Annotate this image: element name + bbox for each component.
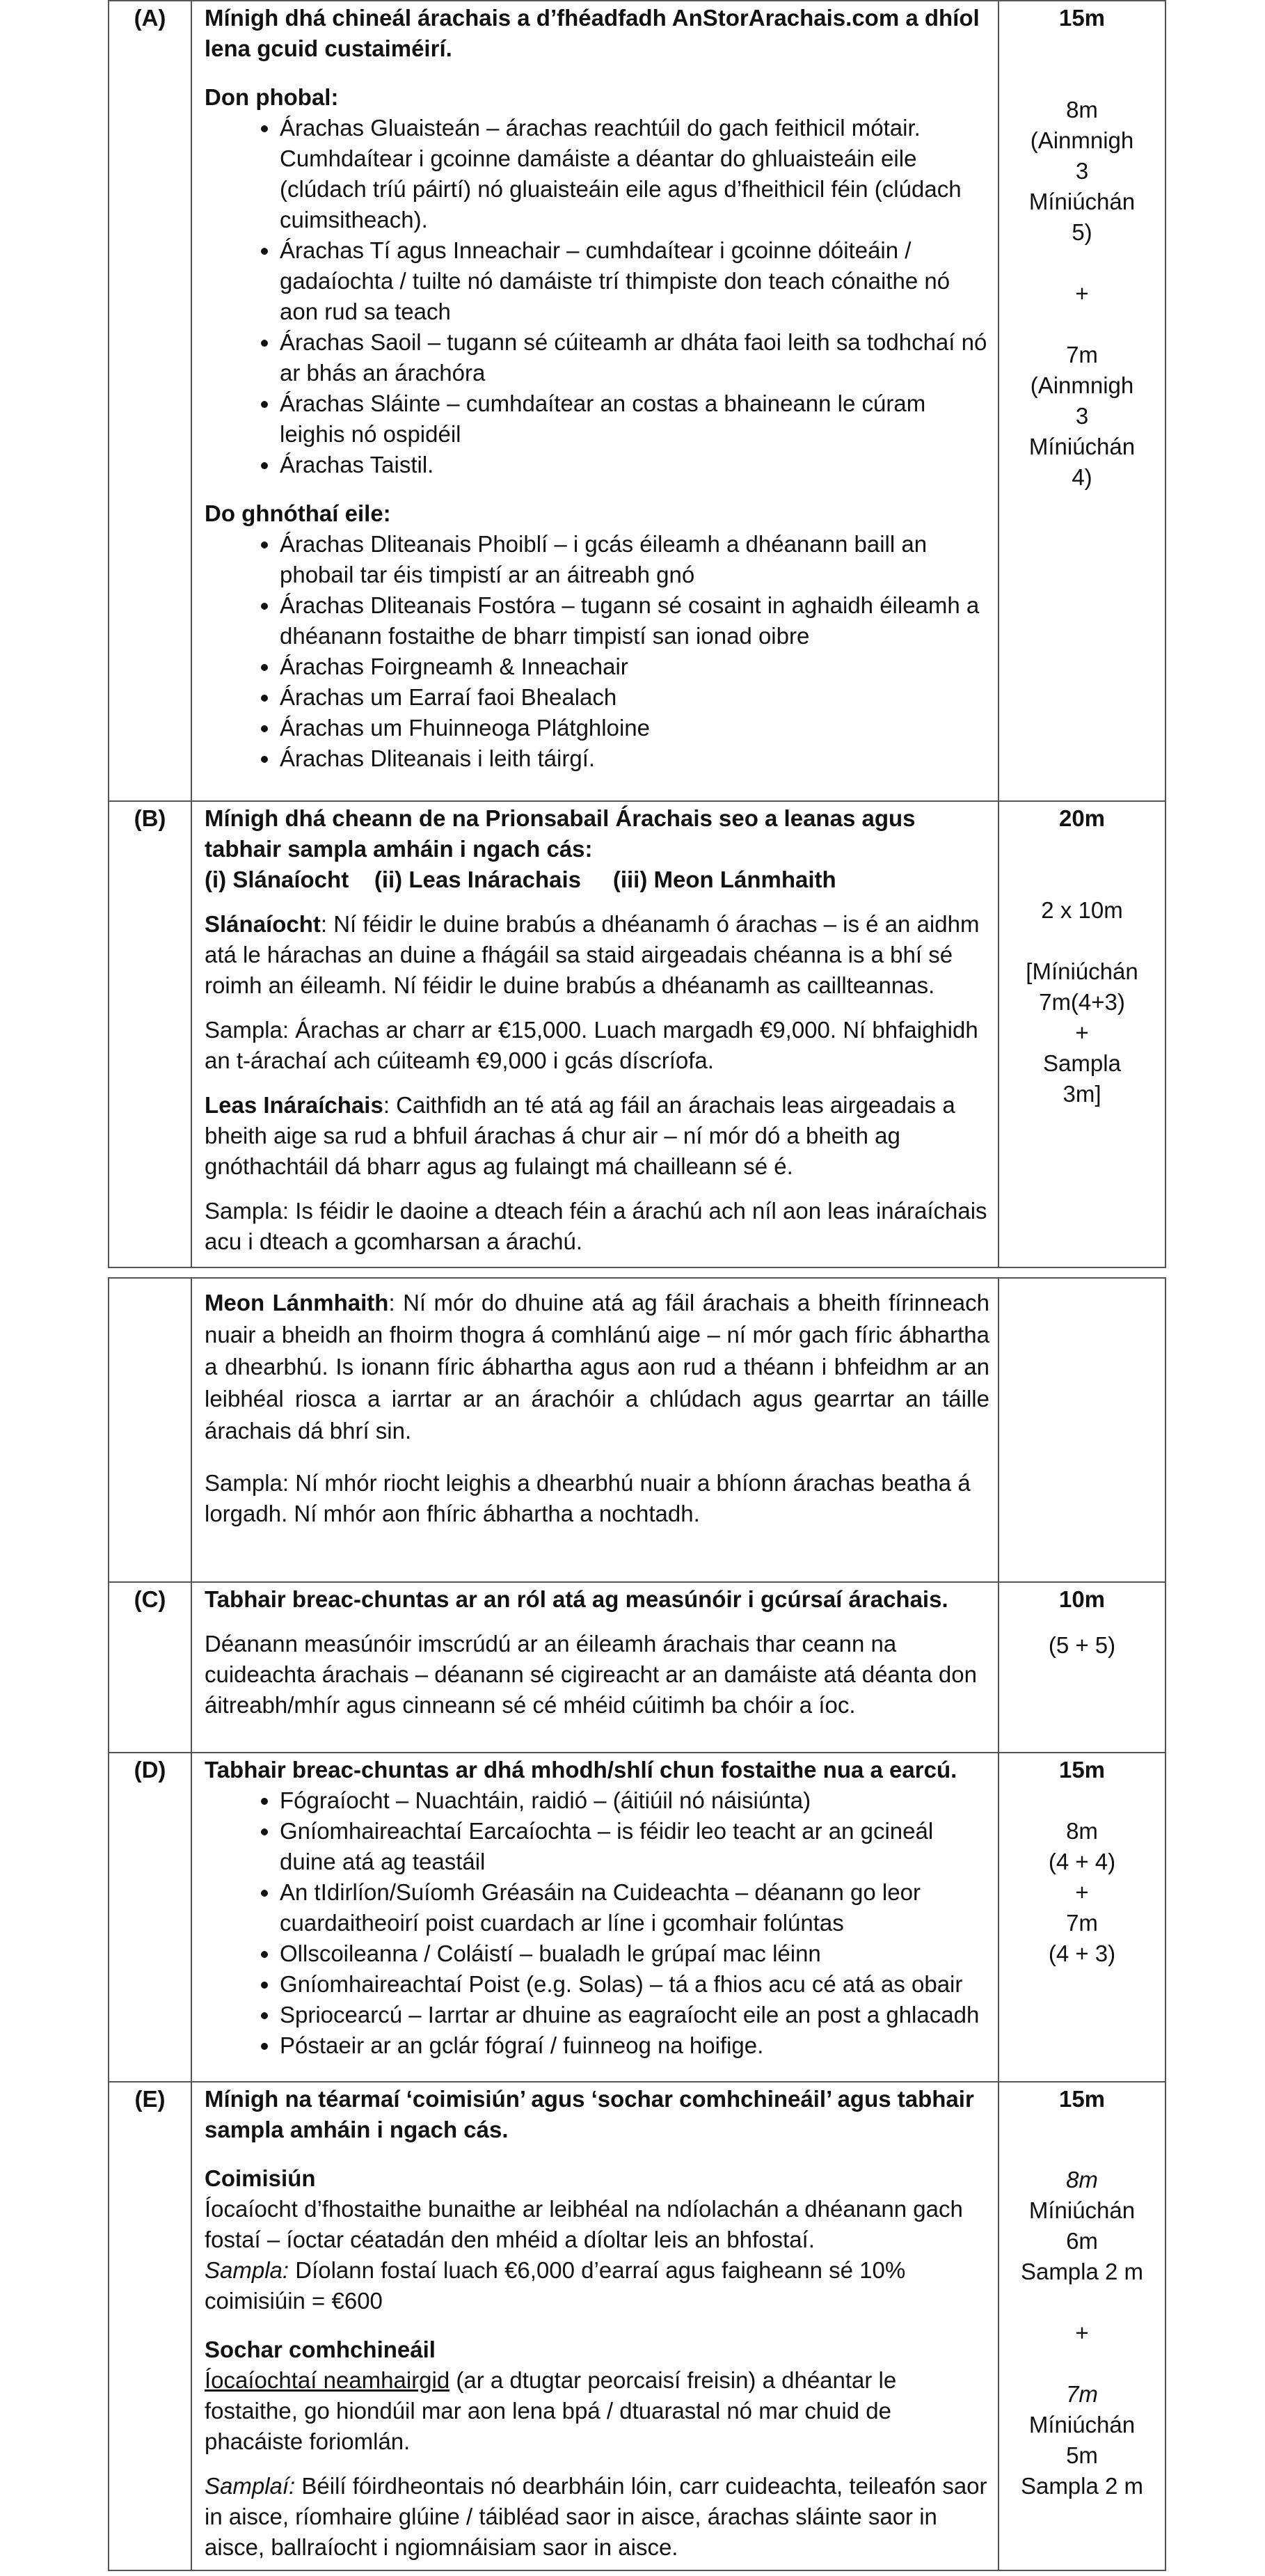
marks-line: [Míniúchán bbox=[1026, 958, 1138, 984]
list-item: • Árachas Dliteanais i leith táirgí. bbox=[280, 743, 989, 774]
row-b bbox=[109, 801, 1165, 1267]
marks-a bbox=[999, 1, 1165, 801]
row-d bbox=[109, 1753, 1165, 2082]
row-c bbox=[109, 1582, 1165, 1753]
principle-3-text: : Ní mór do dhuine atá ag fáil árachais a bheith fírinneach nuair a bheidh an fhoirm thogra á comhlánú aige – ní mór gach fíric ábhartha a dhearbhú. Is ionann fíric ábhartha agus aon rud a théann i bhfeidhm ar an leibhéal riosca a iarrtar ar an árachóir a chlúdach agus gearrtar an táille árachais dá bhrí sin. bbox=[205, 1290, 990, 1444]
marks-line: Míniúchán bbox=[1028, 2412, 1136, 2437]
principle-3-term: Meon Lánmhaith bbox=[205, 1290, 389, 1315]
content-a bbox=[191, 1, 999, 801]
principle-2-sample: Sampla: Is féidir le daoine a dteach féin a árachú ach níl aon leas ináraíchais acu i dteach a gcomharsan a árachú. bbox=[205, 1198, 987, 1254]
principle-1-term: Slánaíocht bbox=[205, 911, 321, 937]
row-a bbox=[109, 1, 1165, 801]
question-e: Mínigh na téarmaí ‘coimisiún’ agus ‘sochar comhchineáil’ agus tabhair sampla amháin i ngach cás. bbox=[205, 2086, 974, 2142]
label-b-cont bbox=[109, 1278, 191, 1582]
marks-line: + bbox=[1075, 2320, 1089, 2346]
marks-line: 8m bbox=[1066, 97, 1098, 123]
marks-line: Míniúchán bbox=[1028, 189, 1136, 214]
sample-text: Díolann fostaí luach €6,000 d’earraí agus faigheann sé 10% coimisiúin = €600 bbox=[205, 2257, 906, 2314]
marks-line: 3m] bbox=[1063, 1081, 1101, 1107]
marks-e bbox=[999, 2082, 1165, 2570]
term-1-heading: Coimisiún bbox=[205, 2165, 316, 2191]
marks-line: 7m bbox=[1066, 342, 1098, 368]
sample-label: Sampla: bbox=[205, 2257, 289, 2283]
marks-total-e: 15m bbox=[1058, 2086, 1106, 2112]
marks-b-cont bbox=[999, 1278, 1165, 1582]
answer-c: Déanann measúnóir imscrúdú ar an éileamh árachais thar ceann na cuideachta árachais – déanann sé cigireacht ar an damáiste atá déanta don áitreabh/mhír agus cinneann sé cé mhéid cúitimh ba chóir a íoc. bbox=[205, 1631, 977, 1718]
marks-line: Sampla 2 m bbox=[1020, 2473, 1144, 2499]
options-b: (i) Slánaíocht (ii) Leas Inárachais (iii) Meon Lánmhaith bbox=[205, 867, 836, 892]
principle-2-text: : Caithfidh an té atá ag fáil an árachais leas airgeadais a bheith aige sa rud a bhfuil árachas á chur air – ní mór dó a bheith ag gnóthachtáil dá bharr agus ag fulaingt má chailleann sé é. bbox=[205, 1092, 955, 1179]
recruit-list bbox=[205, 1785, 989, 2061]
label-c: (C) bbox=[109, 1582, 191, 1753]
sample-label: Samplaí: bbox=[205, 2473, 296, 2499]
principle-3-sample: Sampla: Ní mhór riocht leighis a dhearbhú nuair a bhíonn árachas beatha á lorgadh. Ní mhór aon fhíric ábhartha a nochtadh. bbox=[205, 1470, 971, 1526]
term-2-heading: Sochar comhchineáil bbox=[205, 2337, 436, 2362]
label-b: (B) bbox=[109, 801, 191, 1267]
content-e bbox=[191, 2082, 999, 2570]
term-2-rest: (ar a dtugtar peorcaisí freisin) a dhéantar le fostaithe, go hiondúil mar aon lena bpá / dtuarastal nó mar chuid de phacáiste foriomlán. bbox=[205, 2367, 897, 2454]
marks-line: 8m bbox=[1066, 1818, 1098, 1844]
marks-line: Míniúchán bbox=[1028, 2197, 1136, 2223]
marks-line: 2 x 10m bbox=[1041, 897, 1123, 923]
question-d: Tabhair breac-chuntas ar dhá mhodh/shlí chun fostaithe nua a earcú. bbox=[205, 1757, 957, 1783]
principle-3 bbox=[205, 1287, 989, 1447]
marks-line: (5 + 5) bbox=[1048, 1632, 1116, 1658]
term-2-underlined: Íocaíochtaí neamhairgid bbox=[205, 2367, 450, 2393]
public-list bbox=[205, 113, 989, 480]
term-1-text: Íocaíocht d’fhostaithe bunaithe ar leibhéal na ndíolachán a dhéanann gach fostaí – íoctar céatadán den mhéid a díoltar leis an bhfostaí. bbox=[205, 2196, 963, 2252]
principle-2 bbox=[205, 1090, 989, 1182]
list-item: • Póstaeir ar an gclár fógraí / fuinneog na hoifige. bbox=[280, 2030, 989, 2061]
list-item: • Árachas Foirgneamh & Inneachair bbox=[280, 651, 989, 682]
row-e bbox=[109, 2082, 1165, 2570]
list-item: • Árachas Sláinte – cumhdaítear an costas a bhaineann le cúram leighis nó ospidéil bbox=[280, 388, 989, 450]
marks-line: 7m bbox=[1066, 1910, 1098, 1936]
question-b: Mínigh dhá cheann de na Prionsabail Árachais seo a leanas agus tabhair sampla amháin i ngach cás: bbox=[205, 805, 916, 862]
list-item: • Árachas Dliteanais Fostóra – tugann sé cosaint in aghaidh éileamh a dhéanann fostaithe de bharr timpistí san ionad oibre bbox=[280, 590, 989, 651]
marks-line: 5) bbox=[1072, 219, 1092, 245]
marks-total-d: 15m bbox=[1058, 1757, 1106, 1783]
list-item: • Fógraíocht – Nuachtáin, raidió – (áitiúil nó náisiúnta) bbox=[280, 1785, 989, 1816]
marks-line: (Ainmnigh bbox=[1030, 127, 1134, 153]
marks-line: (4 + 4) bbox=[1048, 1849, 1116, 1874]
marks-line: 3 bbox=[1075, 158, 1089, 184]
marks-total-a: 15m bbox=[1058, 5, 1106, 31]
principle-2-term: Leas Ináraíchais bbox=[205, 1092, 383, 1118]
content-b bbox=[191, 801, 999, 1267]
marks-line: 5m bbox=[1066, 2442, 1098, 2468]
principle-1 bbox=[205, 909, 989, 1001]
marks-b bbox=[999, 801, 1165, 1267]
marks-line: 3 bbox=[1075, 403, 1089, 429]
marks-line: Sampla 2 m bbox=[1020, 2259, 1144, 2284]
list-item: • Árachas Saoil – tugann sé cúiteamh ar dháta faoi leith sa todhchaí nó ar bhás an árachóra bbox=[280, 327, 989, 388]
marks-line: 8m bbox=[1066, 2167, 1098, 2192]
term-2-text bbox=[205, 2365, 989, 2457]
business-heading: Do ghnóthaí eile: bbox=[205, 500, 391, 526]
marking-table-1 bbox=[108, 0, 1166, 1268]
marks-line: + bbox=[1075, 280, 1089, 306]
marks-c bbox=[999, 1582, 1165, 1753]
marking-table-2 bbox=[108, 1277, 1166, 2571]
list-item: • Árachas Tí agus Inneachair – cumhdaítear i gcoinne dóiteáin / gadaíochta / tuilte nó damáiste trí thimpiste don teach cónaithe nó aon rud sa teach bbox=[280, 235, 989, 327]
label-d: (D) bbox=[109, 1753, 191, 2082]
term-1-sample bbox=[205, 2255, 989, 2316]
list-item: • Gníomhaireachtaí Earcaíochta – is féidir leo teacht ar an gcineál duine atá ag teastáil bbox=[280, 1816, 989, 1877]
sample-text: Béilí fóirdheontais nó dearbháin lóin, carr cuideachta, teileafón saor in aisce, ríomhaire glúine / táibléad saor in aisce, árachas sláinte saor in aisce, ballraíocht i ngiomnáisiam saor in aisce. bbox=[205, 2473, 987, 2560]
marks-line: Míniúchán bbox=[1028, 434, 1136, 459]
list-item: • Ollscoileanna / Coláistí – bualadh le grúpaí mac léinn bbox=[280, 1938, 989, 1969]
question-c: Tabhair breac-chuntas ar an ról atá ag measúnóir i gcúrsaí árachais. bbox=[205, 1586, 948, 1612]
marks-line: 6m bbox=[1066, 2228, 1098, 2254]
row-b-cont bbox=[109, 1278, 1165, 1582]
list-item: • Árachas um Fhuinneoga Plátghloine bbox=[280, 713, 989, 743]
public-heading: Don phobal: bbox=[205, 84, 339, 110]
marks-line: 7m(4+3) bbox=[1039, 989, 1125, 1015]
business-list bbox=[205, 529, 989, 774]
marks-line: (4 + 3) bbox=[1048, 1941, 1116, 1966]
list-item: • Árachas Gluaisteán – árachas reachtúil do gach feithicil mótair. Cumhdaítear i gcoinne damáiste a déantar do ghluaisteáin eile (clúdach tríú páirtí) nó gluaisteáin eile agus d’fheithicil féin (clúdach cuimsitheach). bbox=[280, 113, 989, 235]
list-item: • Árachas Taistil. bbox=[280, 450, 989, 480]
marks-line: Sampla bbox=[1043, 1050, 1121, 1076]
question-a: Mínigh dhá chineál árachais a d’fhéadfadh AnStorArachais.com a dhíol lena gcuid custaiméirí. bbox=[205, 5, 980, 61]
content-b-cont bbox=[191, 1278, 999, 1582]
marks-d bbox=[999, 1753, 1165, 2082]
marks-line: 4) bbox=[1072, 464, 1092, 490]
label-a: (A) bbox=[109, 1, 191, 801]
marks-line: + bbox=[1075, 1879, 1089, 1905]
marks-total-c: 10m bbox=[1058, 1586, 1106, 1612]
principle-1-text: : Ní féidir le duine brabús a dhéanamh ó árachas – is é an aidhm atá le hárachas an duine a fhágáil sa staid airgeadais chéanna is a bhí sé roimh an éileamh. Ní féidir le duine brabús a dhéanamh as caillteannas. bbox=[205, 911, 980, 998]
marks-total-b: 20m bbox=[1058, 805, 1106, 831]
content-c bbox=[191, 1582, 999, 1753]
list-item: • Árachas um Earraí faoi Bhealach bbox=[280, 682, 989, 713]
marks-line: + bbox=[1075, 1020, 1089, 1045]
list-item: • Gníomhaireachtaí Poist (e.g. Solas) – tá a fhios acu cé atá as obair bbox=[280, 1969, 989, 2000]
marks-line: (Ainmnigh bbox=[1030, 372, 1134, 398]
content-d bbox=[191, 1753, 999, 2082]
marks-line: 7m bbox=[1066, 2381, 1098, 2407]
list-item: • An tIdirlíon/Suíomh Gréasáin na Cuideachta – déanann go leor cuardaitheoirí poist cuardach ar líne i gcomhair folúntas bbox=[280, 1877, 989, 1938]
label-e: (E) bbox=[109, 2082, 191, 2570]
term-2-sample bbox=[205, 2471, 989, 2563]
list-item: • Árachas Dliteanais Phoiblí – i gcás éileamh a dhéanann baill an phobail tar éis timpistí ar an áitreabh gnó bbox=[280, 529, 989, 590]
list-item: • Spriocearcú – Iarrtar ar dhuine as eagraíocht eile an post a ghlacadh bbox=[280, 2000, 989, 2030]
principle-1-sample: Sampla: Árachas ar charr ar €15,000. Luach margadh €9,000. Ní bhfaighidh an t-árachaí ach cúiteamh €9,000 i gcás díscríofa. bbox=[205, 1017, 978, 1073]
